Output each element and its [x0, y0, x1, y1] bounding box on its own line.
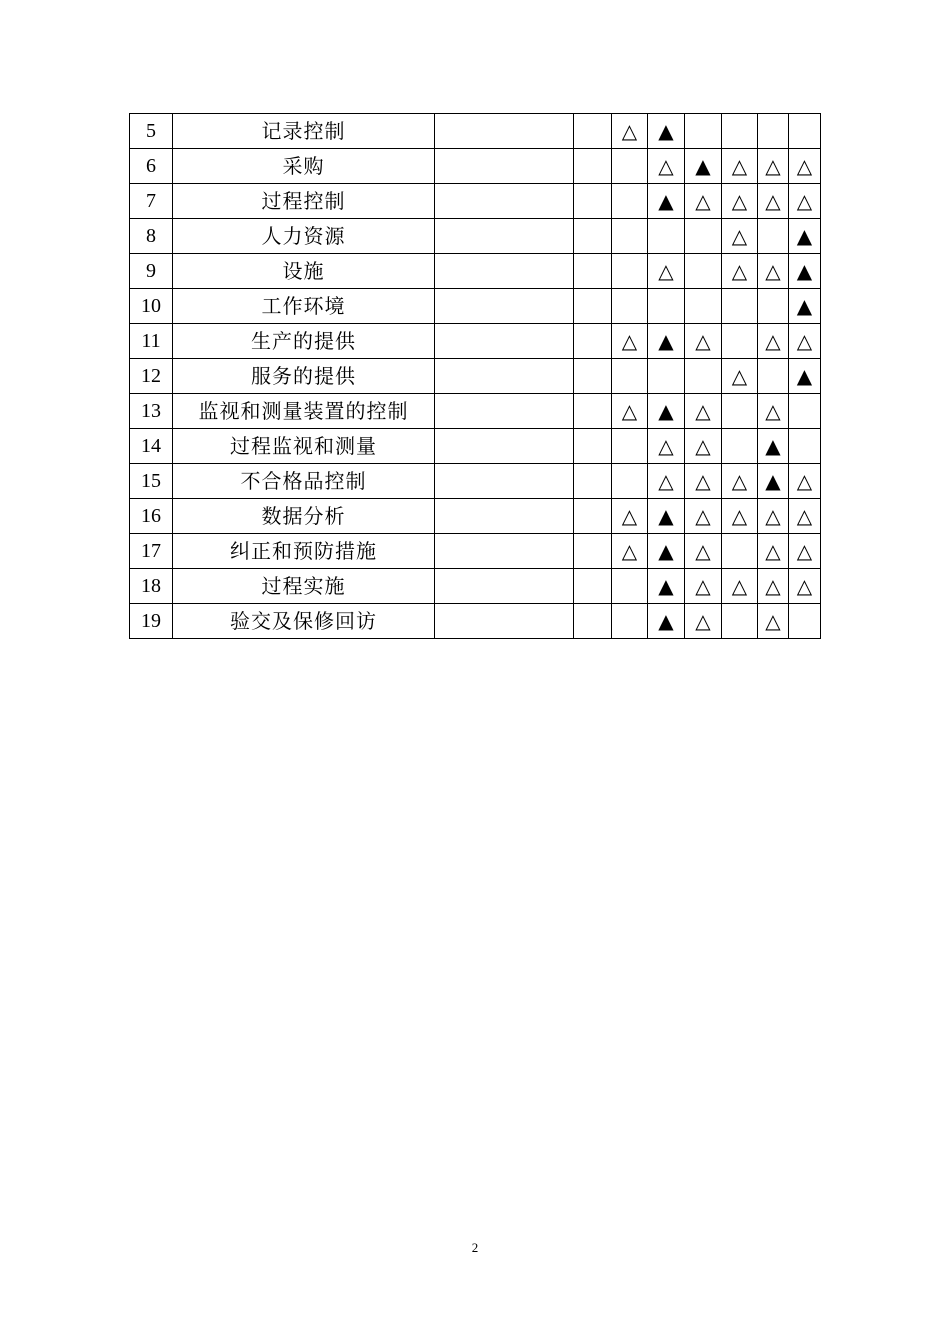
row-number-cell: 8: [130, 219, 173, 254]
related-responsibility-mark: △: [612, 114, 648, 149]
primary-responsibility-mark: ▲: [789, 254, 821, 289]
related-responsibility-mark: △: [758, 534, 789, 569]
empty-cell: [574, 429, 612, 464]
empty-cell: [685, 254, 722, 289]
related-responsibility-mark: △: [612, 324, 648, 359]
related-responsibility-mark: △: [685, 604, 722, 639]
empty-cell: [574, 394, 612, 429]
empty-cell: [685, 289, 722, 324]
table-row: [130, 394, 858, 429]
row-number-cell: 10: [130, 289, 173, 324]
empty-cell: [574, 114, 612, 149]
table-row: [130, 464, 858, 499]
empty-cell: [574, 149, 612, 184]
primary-responsibility-mark: ▲: [789, 219, 821, 254]
empty-cell: [612, 219, 648, 254]
empty-cell: [685, 114, 722, 149]
row-number-cell: 18: [130, 569, 173, 604]
empty-cell: [574, 359, 612, 394]
empty-cell: [435, 324, 574, 359]
element-name-cell: 纠正和预防措施: [173, 534, 435, 569]
empty-cell: [574, 569, 612, 604]
primary-responsibility-mark: ▲: [648, 534, 685, 569]
related-responsibility-mark: △: [612, 534, 648, 569]
responsibility-matrix-table: [129, 113, 858, 639]
table-row: [130, 499, 858, 534]
related-responsibility-mark: △: [648, 429, 685, 464]
related-responsibility-mark: △: [789, 499, 821, 534]
empty-cell: [722, 604, 758, 639]
empty-cell: [435, 499, 574, 534]
table-row: [130, 184, 858, 219]
row-number-cell: 6: [130, 149, 173, 184]
table-row: [130, 114, 858, 149]
empty-cell: [435, 534, 574, 569]
empty-cell: [435, 464, 574, 499]
empty-cell: [574, 324, 612, 359]
empty-cell: [648, 359, 685, 394]
related-responsibility-mark: △: [758, 604, 789, 639]
empty-cell: [612, 254, 648, 289]
empty-cell: [722, 324, 758, 359]
table-row: [130, 254, 858, 289]
element-name-cell: 设施: [173, 254, 435, 289]
empty-cell: [435, 359, 574, 394]
empty-cell: [435, 604, 574, 639]
primary-responsibility-mark: ▲: [648, 184, 685, 219]
element-name-cell: 过程实施: [173, 569, 435, 604]
empty-cell: [789, 114, 821, 149]
row-number-cell: 19: [130, 604, 173, 639]
element-name-cell: 采购: [173, 149, 435, 184]
empty-cell: [722, 289, 758, 324]
empty-cell: [435, 254, 574, 289]
row-number-cell: 9: [130, 254, 173, 289]
element-name-cell: 过程控制: [173, 184, 435, 219]
related-responsibility-mark: △: [685, 394, 722, 429]
related-responsibility-mark: △: [612, 394, 648, 429]
empty-cell: [789, 429, 821, 464]
related-responsibility-mark: △: [722, 359, 758, 394]
element-name-cell: 数据分析: [173, 499, 435, 534]
related-responsibility-mark: △: [685, 499, 722, 534]
related-responsibility-mark: △: [722, 219, 758, 254]
element-name-cell: 监视和测量装置的控制: [173, 394, 435, 429]
element-name-cell: 服务的提供: [173, 359, 435, 394]
empty-cell: [722, 114, 758, 149]
related-responsibility-mark: △: [758, 184, 789, 219]
primary-responsibility-mark: ▲: [685, 149, 722, 184]
empty-cell: [648, 219, 685, 254]
empty-cell: [574, 184, 612, 219]
primary-responsibility-mark: ▲: [648, 604, 685, 639]
related-responsibility-mark: △: [789, 464, 821, 499]
related-responsibility-mark: △: [722, 184, 758, 219]
related-responsibility-mark: △: [685, 534, 722, 569]
empty-cell: [435, 429, 574, 464]
table-body: [130, 114, 858, 639]
primary-responsibility-mark: ▲: [789, 359, 821, 394]
primary-responsibility-mark: ▲: [648, 499, 685, 534]
row-number-cell: 16: [130, 499, 173, 534]
primary-responsibility-mark: ▲: [758, 429, 789, 464]
empty-cell: [574, 219, 612, 254]
related-responsibility-mark: △: [722, 499, 758, 534]
related-responsibility-mark: △: [648, 254, 685, 289]
related-responsibility-mark: △: [685, 569, 722, 604]
empty-cell: [435, 149, 574, 184]
empty-cell: [574, 499, 612, 534]
related-responsibility-mark: △: [758, 499, 789, 534]
element-name-cell: 生产的提供: [173, 324, 435, 359]
empty-cell: [758, 219, 789, 254]
empty-cell: [758, 289, 789, 324]
row-number-cell: 17: [130, 534, 173, 569]
empty-cell: [435, 184, 574, 219]
table-row: [130, 219, 858, 254]
table-row: [130, 289, 858, 324]
empty-cell: [789, 604, 821, 639]
row-number-cell: 12: [130, 359, 173, 394]
related-responsibility-mark: △: [648, 149, 685, 184]
empty-cell: [722, 394, 758, 429]
related-responsibility-mark: △: [758, 324, 789, 359]
empty-cell: [574, 534, 612, 569]
primary-responsibility-mark: ▲: [758, 464, 789, 499]
row-number-cell: 5: [130, 114, 173, 149]
element-name-cell: 人力资源: [173, 219, 435, 254]
table-row: [130, 429, 858, 464]
empty-cell: [435, 394, 574, 429]
empty-cell: [574, 254, 612, 289]
empty-cell: [685, 219, 722, 254]
related-responsibility-mark: △: [722, 149, 758, 184]
empty-cell: [758, 359, 789, 394]
empty-cell: [435, 114, 574, 149]
row-number-cell: 13: [130, 394, 173, 429]
empty-cell: [612, 604, 648, 639]
primary-responsibility-mark: ▲: [648, 114, 685, 149]
table-row: [130, 604, 858, 639]
related-responsibility-mark: △: [758, 569, 789, 604]
empty-cell: [722, 429, 758, 464]
row-number-cell: 15: [130, 464, 173, 499]
page-number: 2: [471, 1240, 479, 1255]
related-responsibility-mark: △: [722, 254, 758, 289]
primary-responsibility-mark: ▲: [648, 324, 685, 359]
related-responsibility-mark: △: [789, 324, 821, 359]
related-responsibility-mark: △: [789, 184, 821, 219]
empty-cell: [685, 359, 722, 394]
empty-cell: [574, 464, 612, 499]
empty-cell: [574, 604, 612, 639]
element-name-cell: 验交及保修回访: [173, 604, 435, 639]
empty-cell: [612, 464, 648, 499]
empty-cell: [758, 114, 789, 149]
empty-cell: [612, 289, 648, 324]
related-responsibility-mark: △: [685, 184, 722, 219]
element-name-cell: 不合格品控制: [173, 464, 435, 499]
row-number-cell: 7: [130, 184, 173, 219]
related-responsibility-mark: △: [758, 394, 789, 429]
empty-cell: [612, 569, 648, 604]
element-name-cell: 过程监视和测量: [173, 429, 435, 464]
empty-cell: [648, 289, 685, 324]
related-responsibility-mark: △: [612, 499, 648, 534]
empty-cell: [435, 569, 574, 604]
element-name-cell: 工作环境: [173, 289, 435, 324]
related-responsibility-mark: △: [722, 569, 758, 604]
related-responsibility-mark: △: [685, 429, 722, 464]
empty-cell: [789, 394, 821, 429]
related-responsibility-mark: △: [758, 149, 789, 184]
related-responsibility-mark: △: [722, 464, 758, 499]
table-row: [130, 149, 858, 184]
empty-cell: [574, 289, 612, 324]
related-responsibility-mark: △: [648, 464, 685, 499]
empty-cell: [435, 219, 574, 254]
row-number-cell: 11: [130, 324, 173, 359]
related-responsibility-mark: △: [789, 569, 821, 604]
empty-cell: [435, 289, 574, 324]
related-responsibility-mark: △: [758, 254, 789, 289]
primary-responsibility-mark: ▲: [648, 569, 685, 604]
primary-responsibility-mark: ▲: [789, 289, 821, 324]
row-number-cell: 14: [130, 429, 173, 464]
table-row: [130, 324, 858, 359]
empty-cell: [612, 359, 648, 394]
table-row: [130, 534, 858, 569]
empty-cell: [612, 429, 648, 464]
element-name-cell: 记录控制: [173, 114, 435, 149]
related-responsibility-mark: △: [685, 464, 722, 499]
empty-cell: [722, 534, 758, 569]
table-row: [130, 359, 858, 394]
empty-cell: [612, 184, 648, 219]
related-responsibility-mark: △: [789, 149, 821, 184]
primary-responsibility-mark: ▲: [648, 394, 685, 429]
table-row: [130, 569, 858, 604]
related-responsibility-mark: △: [685, 324, 722, 359]
related-responsibility-mark: △: [789, 534, 821, 569]
empty-cell: [612, 149, 648, 184]
